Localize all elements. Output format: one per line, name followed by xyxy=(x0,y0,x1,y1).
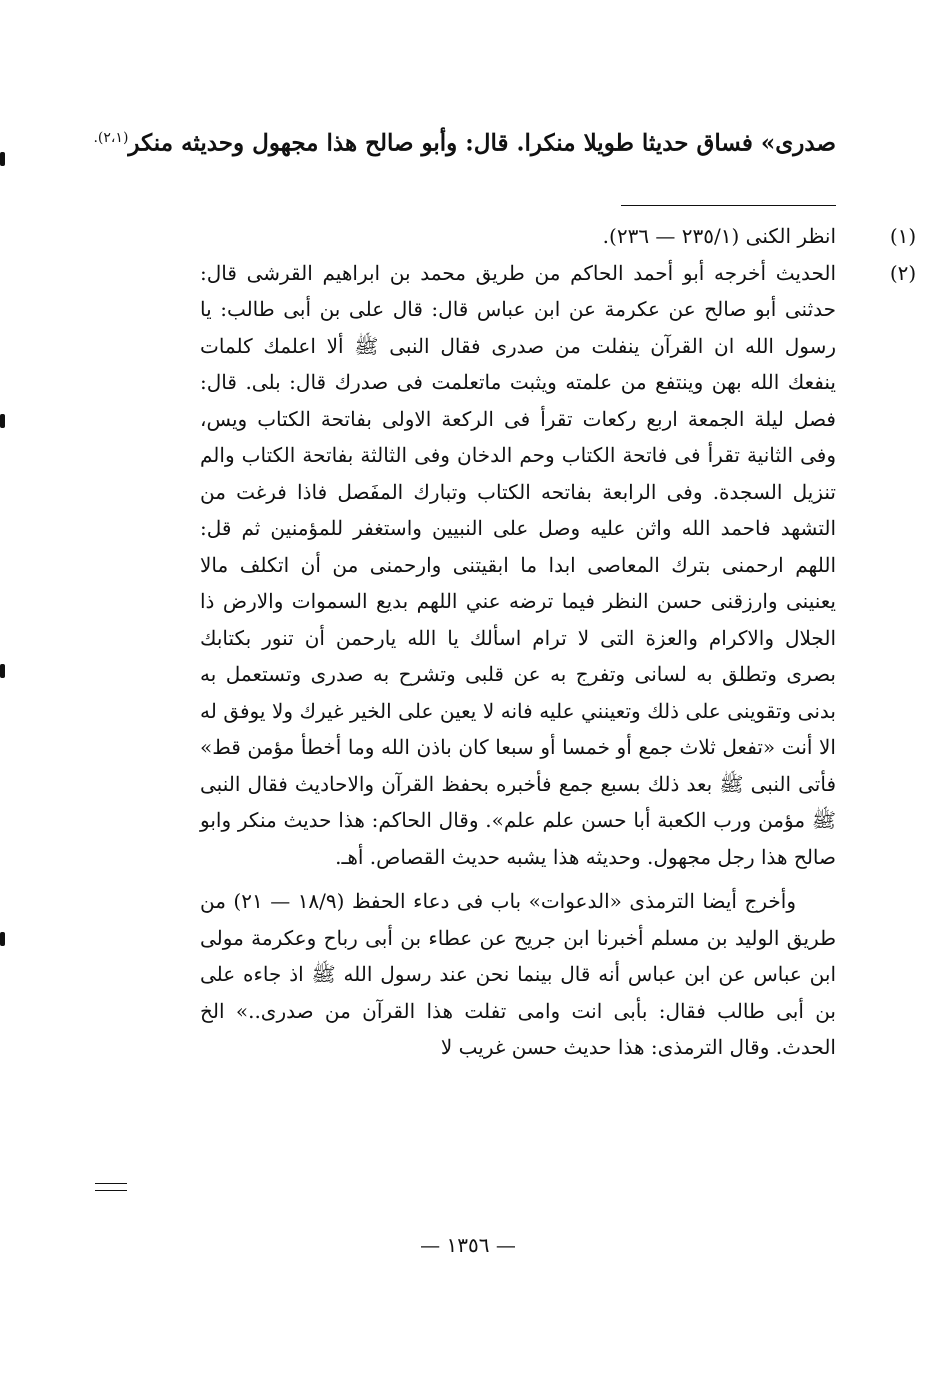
main-text-block xyxy=(90,118,836,164)
end-of-note-mark xyxy=(95,1183,127,1191)
footnote-2 xyxy=(200,255,917,1066)
footnote-text: انظر الكنى (٢٣٥/١ — ٢٣٦). xyxy=(602,224,836,248)
footnote-text: الحديث أخرجه أبو أحمد الحاكم من طريق محمد بن ابراهيم القرشى قال: حدثنى أبو صالح عن عكرمة عن ابن عباس قال: قال على بن أبى طالب: يا رسول الله ان القرآن ينفلت من صدرى فقال النبى ﷺ ألا اعلمك كلمات ينفعك الله بهن وينتفع من علمته ويثبت ماتعلمت فى صدرك قال: بلى. قال: فصل ليلة الجمعة اربع ركعات تقرأ فى الركعة الاولى بفاتحة الكتاب ويس، وفى الثانية تقرأ فى فاتحة الكتاب وحم الدخان وفى الثالثة بفاتحة الكتاب والم تنزيل السجدة. وفى الرابعة بفاتحه الكتاب وتبارك المفَصل فاذا فرغت من التشهد فاحمد الله واثن عليه وصل على النبيين واستغفر للمؤمنين ثم قل: اللهم ارحمنى بترك المعاصى ابدا ما ابقيتنى وارحمنى من أن اتكلف مالا يعنينى وارزقنى حسن النظر فيما ترضه عني اللهم بديع السموات والارض ذا الجلال والاكرام والعزة التى لا ترام اسألك يا الله يارحمن أن تنور بكتابك بصرى وتطلق به لسانى وتفرج به عن قلبى وتشرح به صدرى وتستعمل به بدنى وتقوينى على ذلك وتعينني عليه فانه لا يعين على الخير غيرك ولا يوفق له الا أنت «تفعل ثلاث جمع أو خمسا أو سبعا كان باذن الله وما أخطأ مؤمن قط» فأتى النبى ﷺ بعد ذلك بسبع جمع فأخبره بحفظ القرآن والاحاديث فقال النبى ﷺ مؤمن ورب الكعبة أبا حسن علم علم». وقال الحاكم: هذا حديث منكر وابو صالح هذا رجل مجهول. وحديثه هذا يشبه حديث القصاص. أهـ. xyxy=(200,260,836,869)
footnote-1 xyxy=(200,218,917,255)
main-text: صدرى» فساق حديثا طويلا منكرا. قال: وأبو صالح هذا مجهول وحديثه منكر xyxy=(128,129,836,157)
margin-mark xyxy=(0,152,5,166)
margin-mark xyxy=(0,664,5,678)
footnotes-section xyxy=(200,218,917,1066)
footnote-marker: (٢،١). xyxy=(93,130,129,146)
margin-mark xyxy=(0,414,5,428)
footnote-number: (٢) xyxy=(889,260,917,285)
footnote-number: (١) xyxy=(889,224,917,248)
margin-mark xyxy=(0,932,5,946)
main-paragraph xyxy=(90,118,836,164)
page-number: — ١٣٥٦ — xyxy=(420,1233,516,1257)
footnote-continuation: وأخرج أيضا الترمذى «الدعوات» باب فى دعاء الحفظ (١٨/٩ — ٢١) من طريق الوليد بن مسلم أخبرنا ابن جريح عن عطاء بن أبى رباح وعكرمة مولى ابن عباس عن ابن عباس أنه قال بينما نحن عند رسول الله ﷺ اذ جاءه على بن أبى طالب فقال: بأبى انت وامى تفلت هذا القرآن من صدرى..» الخ الحدث. وقال الترمذى: هذا حديث حسن غريب لا xyxy=(200,889,836,1059)
footnote-separator xyxy=(621,205,836,206)
